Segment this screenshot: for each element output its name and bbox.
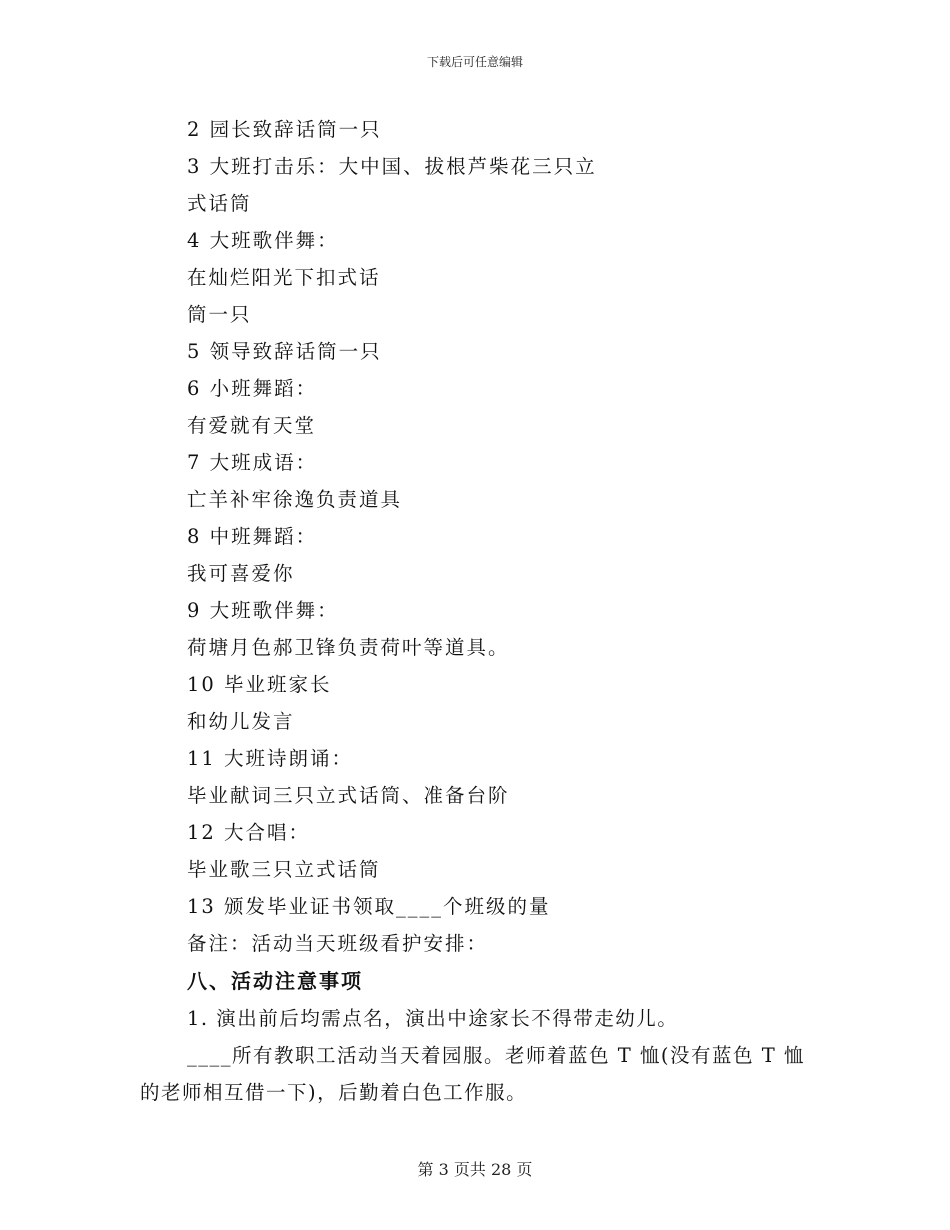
program-line: 5 领导致辞话筒一只	[187, 340, 382, 363]
program-line: 毕业献词三只立式话筒、准备台阶	[187, 784, 510, 807]
program-line: 有爱就有天堂	[187, 414, 317, 437]
program-line: 13 颁发毕业证书领取____个班级的量	[187, 895, 551, 918]
program-line: 亡羊补牢徐逸负责道具	[187, 488, 403, 511]
page-footer: 第 3 页共 28 页	[417, 1160, 533, 1179]
program-line: 8 中班舞蹈：	[187, 525, 318, 548]
program-line: 筒一只	[187, 303, 252, 326]
program-line: 荷塘月色郝卫锋负责荷叶等道具。	[187, 636, 510, 659]
program-line: 我可喜爱你	[187, 562, 295, 585]
program-line: 式话筒	[187, 192, 252, 215]
program-line: 2 园长致辞话筒一只	[187, 118, 382, 141]
note-item-2-line-2: 的老师相互借一下)，后勤着白色工作服。	[140, 1081, 528, 1104]
program-line: 11 大班诗朗诵：	[187, 747, 354, 770]
note-item-1: 1. 演出前后均需点名，演出中途家长不得带走幼儿。	[187, 1007, 679, 1030]
program-line: 4 大班歌伴舞：	[187, 229, 339, 252]
program-line: 在灿烂阳光下扣式话	[187, 266, 381, 289]
program-line: 12 大合唱：	[187, 821, 311, 844]
program-line: 和幼儿发言	[187, 710, 295, 733]
program-line: 备注：活动当天班级看护安排：	[187, 932, 489, 955]
program-line: 3 大班打击乐：大中国、拔根芦柴花三只立	[187, 155, 597, 178]
page-header: 下载后可任意编辑	[426, 55, 523, 69]
program-line: 6 小班舞蹈：	[187, 377, 318, 400]
program-line: 毕业歌三只立式话筒	[187, 858, 381, 881]
note-item-2-line-1: ____所有教职工活动当天着园服。老师着蓝色 T 恤(没有蓝色 T 恤	[187, 1044, 805, 1067]
program-line: 7 大班成语：	[187, 451, 318, 474]
program-line: 10 毕业班家长	[187, 673, 332, 696]
program-line: 9 大班歌伴舞：	[187, 599, 339, 622]
section-heading: 八、活动注意事项	[187, 969, 363, 993]
